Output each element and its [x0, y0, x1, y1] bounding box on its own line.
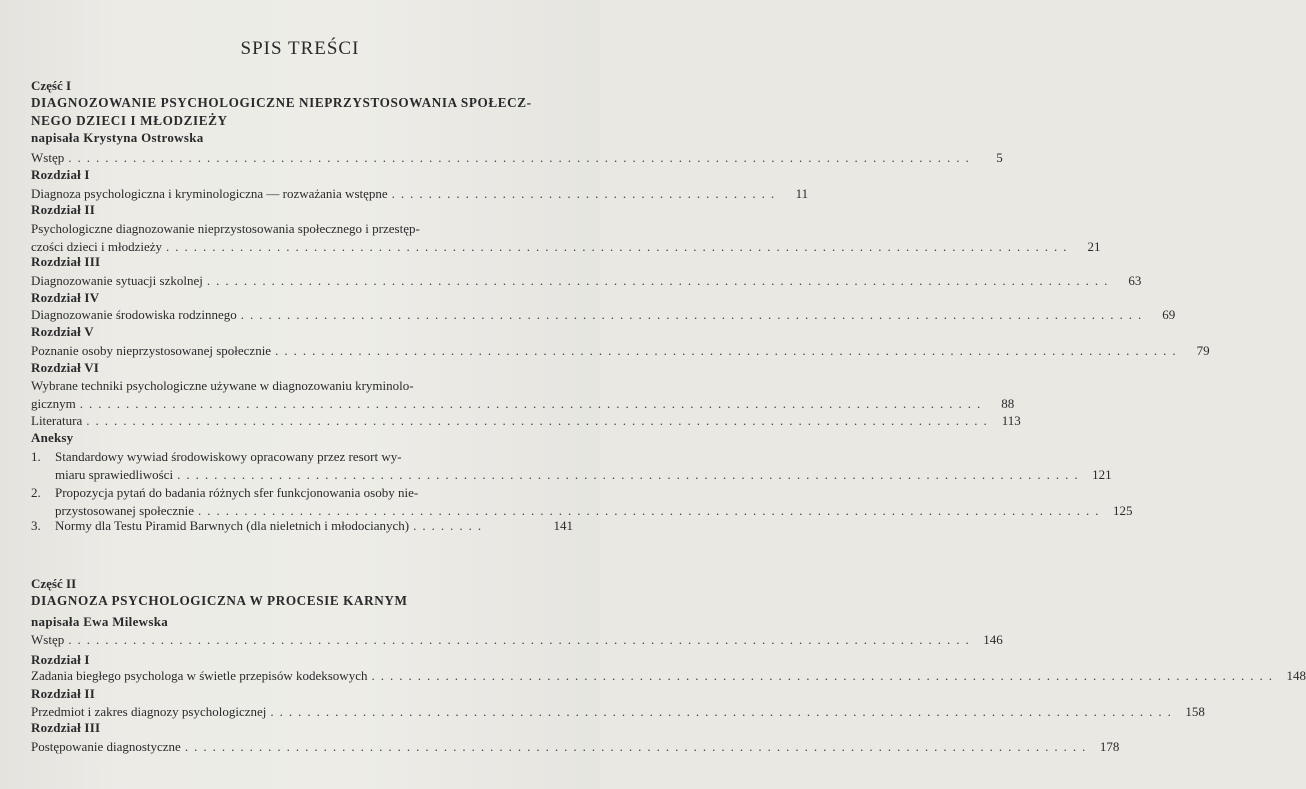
chapter-heading: Rozdział V [31, 324, 94, 339]
entry-text-line2: czości dzieci i młodzieży [31, 239, 163, 254]
page-number: 178 [1099, 739, 1120, 754]
leader-dots: ........ [413, 518, 488, 533]
chapter-heading: Rozdział I [31, 652, 90, 667]
leader-dots: .................................................................................................. [184, 739, 1092, 754]
entry-text: Przedmiot i zakres diagnozy psychologicznej [31, 704, 267, 719]
toc-entry-ch1[interactable] [31, 185, 809, 203]
part-2-title: DIAGNOZA PSYCHOLOGICZNA W PROCESIE KARNYM [31, 593, 408, 608]
part-1-title-line2: NEGO DZIECI I MŁODZIEŻY [31, 113, 228, 128]
entry-text-line1: Standardowy wywiad środowiskowy opracowany przez resort wy- [55, 449, 402, 464]
page-number: 88 [1001, 396, 1015, 411]
entry-text: Wstęp [31, 150, 65, 165]
toc-entry-ch2[interactable] [31, 220, 1101, 256]
entry-text-line2: przystosowanej społecznie [55, 503, 194, 518]
part-1-author: napisała Krystyna Ostrowska [31, 130, 204, 145]
entry-text: Postępowanie diagnostyczne [31, 739, 181, 754]
entry-text: Diagnoza psychologiczna i kryminologiczna — rozważania wstępne [31, 186, 388, 201]
annex-number: 3. [31, 518, 41, 533]
chapter-heading: Rozdział III [31, 720, 101, 735]
entry-text: Diagnozowanie środowiska rodzinnego [31, 307, 237, 322]
page-number: 5 [996, 150, 1003, 165]
chapter-heading: Rozdział II [31, 686, 95, 701]
toc-entry-ch3[interactable] [31, 272, 1142, 290]
entry-text-line1: Wybrane techniki psychologiczne używane w diagnozowaniu kryminolo- [31, 378, 414, 393]
entry-text: Zadania biegłego psychologa w świetle przepisów kodeksowych [31, 668, 368, 683]
leader-dots: .................................................................................................. [166, 239, 1073, 254]
toc-entry-annex-1[interactable] [31, 448, 1112, 484]
entry-text: Wstęp [31, 632, 65, 647]
page-number: 11 [795, 186, 809, 201]
leader-dots: .................................................................................................. [177, 467, 1084, 482]
part-1-label: Część I [31, 78, 72, 93]
leader-dots: .................................................................................................. [240, 307, 1148, 322]
toc-entry-p2-ch2[interactable] [31, 703, 1205, 721]
page-number: 158 [1185, 704, 1205, 719]
page-number: 125 [1112, 503, 1133, 518]
entry-text-line2: miaru sprawiedliwości [55, 467, 174, 482]
page-number: 63 [1128, 273, 1142, 288]
entry-text: Normy dla Testu Piramid Barwnych (dla nieletnich i młodocianych) [55, 518, 410, 533]
leader-dots: .................................................................................................. [270, 704, 1177, 719]
leader-dots: .................................................................................................. [275, 343, 1182, 358]
entry-text-line2: gicznym [31, 396, 76, 411]
page-number: 121 [1092, 467, 1112, 482]
leader-dots: .................................................................................................. [371, 668, 1278, 683]
entry-text-line1: Psychologiczne diagnozowanie nieprzystosowania społecznego i przestęp- [31, 221, 420, 236]
page-number: 113 [1001, 413, 1021, 428]
page-number: 69 [1162, 307, 1176, 322]
annex-number: 2. [31, 485, 41, 500]
page-number: 79 [1196, 343, 1210, 358]
chapter-heading: Rozdział II [31, 202, 95, 217]
entry-text: Poznanie osoby nieprzystosowanej społecznie [31, 343, 272, 358]
part-2-label: Część II [31, 576, 77, 591]
leader-dots: .................................................................................................. [197, 503, 1105, 518]
chapter-heading: Rozdział I [31, 167, 90, 182]
part-2-author: napisała Ewa Milewska [31, 614, 169, 629]
leader-dots: .................................................................................................. [68, 150, 975, 165]
leader-dots: .......................................... [391, 186, 781, 201]
toc-entry-intro-1[interactable] [31, 149, 1003, 167]
entry-text-line1: Propozycja pytań do badania różnych sfer funkcjonowania osoby nie- [55, 485, 419, 500]
toc-entry-annex-3[interactable] [31, 517, 573, 535]
toc-entry-p2-ch1[interactable] [31, 667, 1306, 685]
leader-dots: .................................................................................................. [206, 273, 1114, 288]
leader-dots: .................................................................................................. [86, 413, 993, 428]
entry-text: Literatura [31, 413, 83, 428]
page-title: SPIS TREŚCI [240, 38, 360, 59]
part-1-title-line1: DIAGNOZOWANIE PSYCHOLOGICZNE NIEPRZYSTOSOWANIA SPOŁECZ- [31, 95, 532, 110]
page-number: 146 [983, 632, 1003, 647]
leader-dots: .................................................................................................. [68, 632, 975, 647]
annex-number: 1. [31, 449, 41, 464]
toc-entry-ch6[interactable] [31, 377, 1015, 413]
toc-entry-ch4[interactable] [31, 306, 1176, 324]
annex-heading: Aneksy [31, 430, 74, 445]
part-1-title [31, 94, 571, 130]
toc-entry-intro-2[interactable] [31, 631, 1003, 649]
toc-entry-literature[interactable] [31, 412, 1021, 430]
toc-entry-annex-2[interactable] [31, 484, 1133, 520]
page-number: 21 [1087, 239, 1101, 254]
chapter-heading: Rozdział VI [31, 360, 100, 375]
toc-entry-ch5[interactable] [31, 342, 1210, 360]
toc-entry-p2-ch3[interactable] [31, 738, 1120, 756]
page-number: 148 [1286, 668, 1306, 683]
leader-dots: .................................................................................................. [79, 396, 987, 411]
chapter-heading: Rozdział III [31, 254, 101, 269]
entry-text: Diagnozowanie sytuacji szkolnej [31, 273, 203, 288]
chapter-heading: Rozdział IV [31, 290, 100, 305]
page-number: 141 [553, 518, 573, 533]
